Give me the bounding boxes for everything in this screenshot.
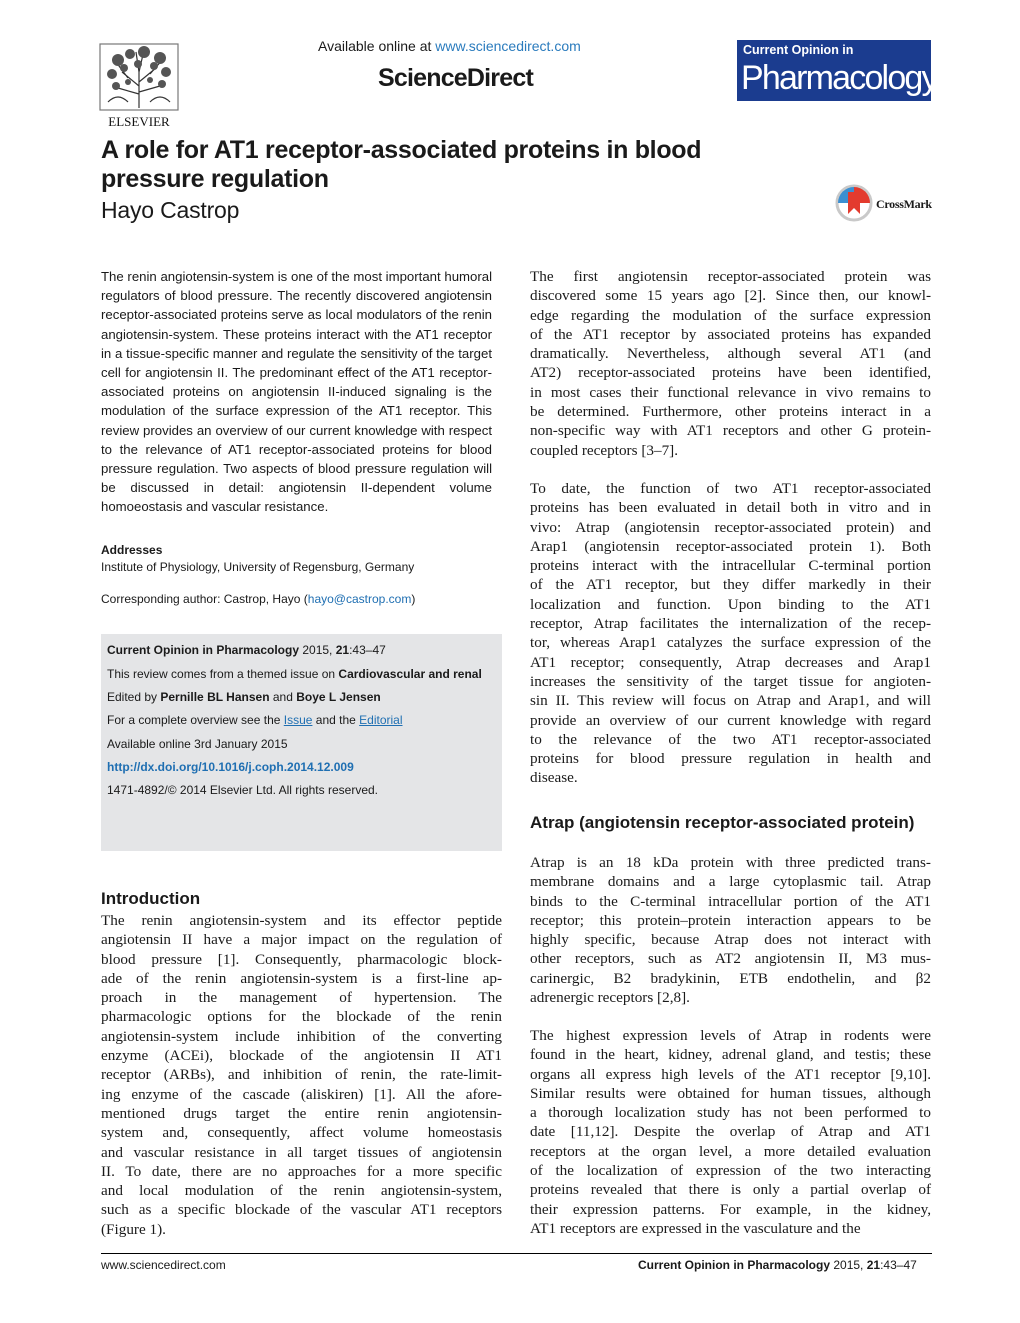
text-line: receptor; this protein–protein interaction appears to be [530,911,931,929]
paragraph-1 [530,267,931,460]
elsevier-tree-logo [98,42,180,130]
info-overview-prefix: For a complete overview see the [107,713,284,727]
atrap-heading: Atrap (angiotensin receptor-associated protein) [530,813,915,832]
corr-prefix: Corresponding author: Castrop, Hayo ( [101,592,308,606]
text-line: Atrap is an 18 kDa protein with three predicted trans- [530,854,931,871]
info-themed [107,667,482,681]
text-line: localization and function. Upon binding to the AT1 [530,595,931,613]
paragraph-3 [530,853,931,1007]
info-and: and [269,690,297,704]
text-line: II. To date, there are no approaches for a more specific [101,1162,502,1180]
text-line: system and, consequently, affect volume homeostasis [101,1124,502,1142]
text-line: vivo: Atrap (angiotensin receptor-associated protein) and [530,518,931,536]
address-text: Institute of Physiology, University of Regensburg, Germany [101,560,415,574]
text-line: of the localization of expression of the two interacting [530,1162,931,1180]
text-line: other receptors, such as AT2 angiotensin II, M3 mus- [530,950,931,968]
abstract: The renin angiotensin-system is one of the most important humoral regulators of blood pressure. The recently discovered angiotensin receptor-associated proteins serve as local modulators of the renin angiotensin-system. These proteins interact with the AT1 receptor in a tissue-specific manner and regulate the sensitivity of the target cell for angiotensin II. The predominant effect of the AT1 receptor-associated proteins on angiotensin II-induced signaling is the modulation of the surface expression of the AT1 receptor. This review provides an overview of our current knowledge with respect to the relevance of AT1 receptor-associated proteins for blood pressure regulation. Two aspects of blood pressure regulation will be discussed in detail: angiotensin II-dependent volume homoeostasis and vascular resistance. [101,269,492,515]
text-line: membrane domains and a large cytoplasmic tail. Atrap [530,873,931,891]
footer-pages: :43–47 [880,1258,917,1272]
text-line: coupled receptors [3–7]. [530,441,679,459]
text-line: mentioned drugs target the entire renin angiotensin- [101,1104,502,1122]
paragraph-2 [530,479,931,788]
corresponding-author [101,592,415,606]
info-themed-topic: Cardiovascular and renal [338,667,482,681]
article-title: A role for AT1 receptor-associated proteins in blood pressure regulation [101,136,702,193]
text-line: increases the sensitivity of the target tissue for angioten- [530,672,931,690]
footer-citation [638,1258,917,1272]
sciencedirect-link[interactable]: www.sciencedirect.com [435,38,581,54]
corr-suffix: ) [411,592,416,606]
text-line: their expression patterns. For example, in the kidney, [530,1200,931,1218]
info-citation [107,643,386,657]
corr-email-link[interactable]: hayo@castrop.com [307,592,412,606]
info-editor-1: Pernille BL Hansen [160,690,270,704]
text-line: and vascular resistance in all target tissues of angiotensin [101,1143,502,1161]
text-line: in most cases their functional relevance in vivo remains to [530,383,931,401]
info-overview [107,713,403,727]
text-line: Similar results were obtained for human tissues, although [530,1084,931,1102]
text-line: AT1 receptors are expressed in the vasculature and the [530,1219,861,1237]
footer-year: 2015, [830,1258,867,1272]
text-line: organs all express high levels of the AT1 receptor [9,10]. [530,1065,931,1083]
text-line: to the relevance of the two AT1 receptor-associated [530,730,931,748]
text-line: The highest expression levels of Atrap in rodents were [530,1027,931,1044]
text-line: disease. [530,769,578,787]
text-line: AT1 receptor; consequently, Atrap decreases and Arap1 [530,653,931,671]
article-info-box [101,634,502,851]
introduction-heading: Introduction [101,889,201,908]
info-volume: 21 [335,643,350,657]
text-line: AT2) receptor-associated proteins have been identified, [530,364,931,382]
text-line: be determined. Furthermore, other proteins interact in a [530,403,931,421]
text-line: blood pressure [1]. Consequently, pharmacologic block- [101,950,502,968]
footer-website[interactable]: www.sciencedirect.com [101,1258,226,1272]
text-line: carinergic, B2 bradykinin, ETB endothelin, and β2 [530,969,931,987]
info-themed-prefix: This review comes from a themed issue on [107,667,339,681]
text-line: angiotensin II have a major impact on the regulation of [101,931,502,949]
text-line: date [11,12]. Despite the overlap of Atrap and AT1 [530,1123,931,1141]
info-pages: :43–47 [349,643,386,657]
text-line: a thorough localization study has not been performed to [530,1104,931,1122]
text-line: The first angiotensin receptor-associated protein was [530,268,931,285]
editorial-link[interactable]: Editorial [359,713,403,727]
text-line: highly specific, because Atrap does not interact with [530,931,931,949]
text-line: such as a specific blockade of the vascular AT1 receptors [101,1201,502,1219]
info-copyright: 1471-4892/© 2014 Elsevier Ltd. All rights reserved. [107,783,378,797]
doi-link[interactable]: http://dx.doi.org/10.1016/j.coph.2014.12.009 [107,760,354,774]
text-line: sin II. This review will focus on Atrap and Arap1, and will [530,692,931,710]
sciencedirect-wordmark: ScienceDirect [378,64,533,92]
text-line: ade of the renin angiotensin-system is a first-line ap- [101,969,502,987]
addresses-heading: Addresses [101,543,163,557]
text-line: receptor, Atrap facilitates the internalization of the recep- [530,615,931,633]
text-line: proteins for blood pressure regulation in health and [530,750,931,768]
journal-logo [737,40,937,101]
text-line: The renin angiotensin-system and its effector peptide [101,912,502,929]
info-overview-mid: and the [312,713,360,727]
publisher-name: ELSEVIER [108,114,170,129]
text-line: angiotensin-system include inhibition of the converting [101,1027,502,1045]
journal-logo-line2: Pharmacology [741,59,937,97]
text-line: dramatically. Nevertheless, although several AT1 (and [530,345,931,363]
info-available: Available online 3rd January 2015 [107,737,288,751]
text-line: non-specific way with AT1 receptors and other G protein- [530,422,931,440]
text-line: proteins interact with the intracellular C-terminal portion [530,557,931,575]
text-line: ing enzyme of the cascade (aliskiren) [1]. All the afore- [101,1085,502,1103]
text-line: discovered some 15 years ago [2]. Since then, our knowl- [530,287,931,305]
paragraph-4 [530,1026,931,1238]
issue-link[interactable]: Issue [283,713,313,727]
crossmark-label: CrossMark [876,197,932,211]
text-line: found in the heart, kidney, adrenal gland, and testis; these [530,1046,931,1064]
text-line: and local modulation of the renin angiotensin-system, [101,1182,502,1200]
available-prefix: Available online at [318,38,436,54]
text-line: proteins has been evaluated in detail both in vitro and in [530,499,931,517]
introduction-text [101,911,502,1239]
text-line: pharmacologic options for the blockade of the renin [101,1008,502,1026]
info-journal: Current Opinion in Pharmacology [107,643,300,657]
footer-journal: Current Opinion in Pharmacology [638,1258,831,1272]
text-line: edge regarding the modulation of the surface expression [530,306,931,324]
text-line: receptor (ARBs), and inhibition of renin, the rate-limit- [101,1066,502,1084]
info-year: 2015, [299,643,336,657]
text-line: provide an overview of our current knowledge with regard [530,711,931,729]
text-line: of the AT1 receptor by associated proteins has expanded [530,325,931,343]
text-line: tor, whereas Arap1 catalyzes the surface expression of the [530,634,931,652]
info-editors [107,690,381,704]
text-line: receptors at the organ level, a more detailed evaluation [530,1142,931,1160]
journal-logo-line1: Current Opinion in [743,43,854,57]
text-line: binds to the C-terminal intracellular portion of the AT1 [530,892,931,910]
text-line: Arap1 (angiotensin receptor-associated protein 1). Both [530,537,931,555]
text-line: adrenergic receptors [2,8]. [530,989,690,1007]
available-online [318,38,581,54]
text-line: proach in the management of hypertension. The [101,989,502,1007]
text-line: of the AT1 receptor, but they differ markedly in their [530,576,931,594]
text-line: enzyme (ACEi), blockade of the angiotensin II AT1 [101,1047,502,1065]
info-editor-2: Boye L Jensen [296,690,381,704]
article-author: Hayo Castrop [101,197,240,223]
text-line: (Figure 1). [101,1220,166,1238]
text-line: proteins revealed that there is only a partial overlap of [530,1181,931,1199]
text-line: To date, the function of two AT1 receptor-associated [530,480,931,497]
footer-volume: 21 [866,1258,881,1272]
footer-rule [101,1253,932,1254]
info-edited-prefix: Edited by [107,690,161,704]
